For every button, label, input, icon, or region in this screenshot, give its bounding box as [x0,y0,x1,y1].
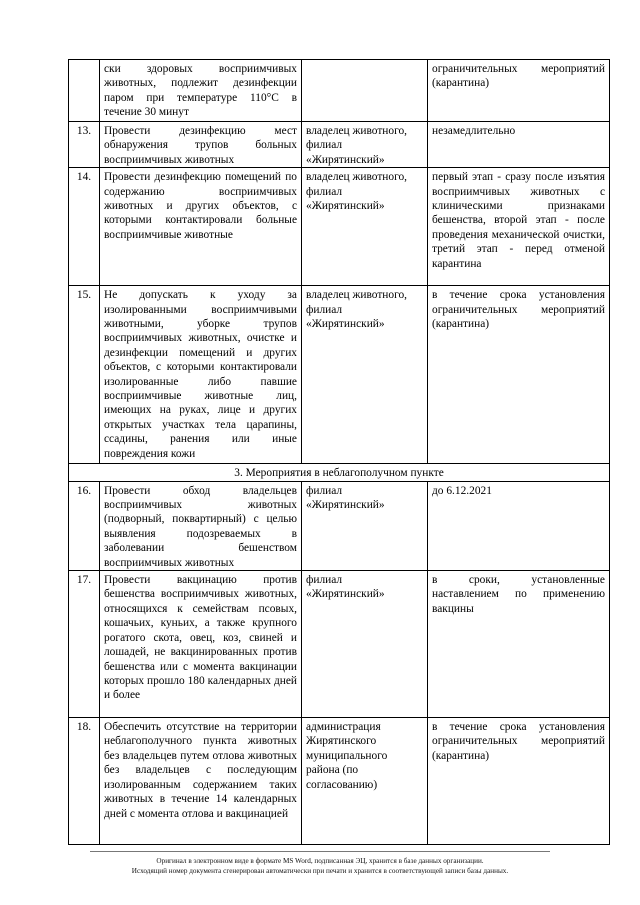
term-text: в течение срока установления ограничительных мероприятий (карантина) [428,286,610,464]
row-number: 13. [69,122,100,168]
footer-line-2: Исходящий номер документа сгенерирован автоматически при печати и хранится в соответствующей записи базы данных. [131,867,509,875]
responsible-text: владелец животного, филиал «Жирятинский» [302,122,428,168]
measure-text: Не допускать к уходу за изолированными восприимчивыми животными, уборке трупов восприимчивых животных, очистке и дезинфекции помещений и других объектов, с которыми контактировали изолированные либо павшие восприимчивые животные лиц, имеющих на руках, лице и других открытых участках тела царапины, ссадины, ранения или иные повреждения кожи [100,286,302,464]
section-title: 3. Мероприятия в неблагополучном пункте [69,464,610,481]
measure-text: Обеспечить отсутствие на территории неблагополучного пункта животных без владельцев путем отлова животных без владельцев с последующим изолированным содержанием таких животных в течение 14 календарных дней с момента отлова и вакцинацией [100,718,302,845]
measure-text: Провести обход владельцев восприимчивых животных (подворный, поквартирный) с целью выявления подозреваемых в заболевании бешенством восприимчивых животных [100,481,302,570]
measure-text: Провести вакцинацию против бешенства восприимчивых животных, относящихся к семействам псовых, кошачьих, куньих, а также крупного рогатого скота, овец, коз, свиней и лошадей, не вакцинированных против бешенства или с момента вакцинации которых прошло 180 календарных дней и более [100,571,302,718]
term-text: до 6.12.2021 [428,481,610,570]
term-text: в сроки, установленные наставлением по применению вакцины [428,571,610,718]
measure-text: Провести дезинфекцию помещений по содержанию восприимчивых животных и других объектов, с которыми контактировали больные восприимчивые животные [100,168,302,286]
table-row [69,718,610,845]
responsible-text: администрация Жирятинского муниципального района (по согласованию) [302,718,428,845]
document-footer [0,856,640,876]
section-header-row [69,464,610,481]
term-text: в течение срока установления ограничительных мероприятий (карантина) [428,718,610,845]
table-row [69,60,610,122]
table-row [69,122,610,168]
term-text: ограничительных мероприятий (карантина) [428,60,610,122]
row-number: 16. [69,481,100,570]
row-number [69,60,100,122]
responsible-text: филиал «Жирятинский» [302,571,428,718]
measure-text: Провести дезинфекцию мест обнаружения трупов больных восприимчивых животных [100,122,302,168]
measures-table [68,59,610,845]
row-number: 17. [69,571,100,718]
table-row [69,286,610,464]
table-row [69,168,610,286]
term-text: первый этап - сразу после изъятия восприимчивых животных с клиническими признаками бешенства, второй этап - после проведения механической очистки, третий этап - перед отменой карантина [428,168,610,286]
responsible-text: филиал «Жирятинский» [302,481,428,570]
responsible-text: владелец животного, филиал «Жирятинский» [302,168,428,286]
responsible-text [302,60,428,122]
table-row [69,481,610,570]
footer-divider [90,851,550,852]
row-number: 15. [69,286,100,464]
row-number: 18. [69,718,100,845]
row-number: 14. [69,168,100,286]
footer-line-1: Оригинал в электронном виде в формате MS Word, подписанная ЭЦ, хранится в базе данных организации. [156,857,484,865]
table-row [69,571,610,718]
term-text: незамедлительно [428,122,610,168]
responsible-text: владелец животного, филиал «Жирятинский» [302,286,428,464]
measure-text: ски здоровых восприимчивых животных, подлежит дезинфекции паром при температуре 110°С в течение 30 минут [100,60,302,122]
